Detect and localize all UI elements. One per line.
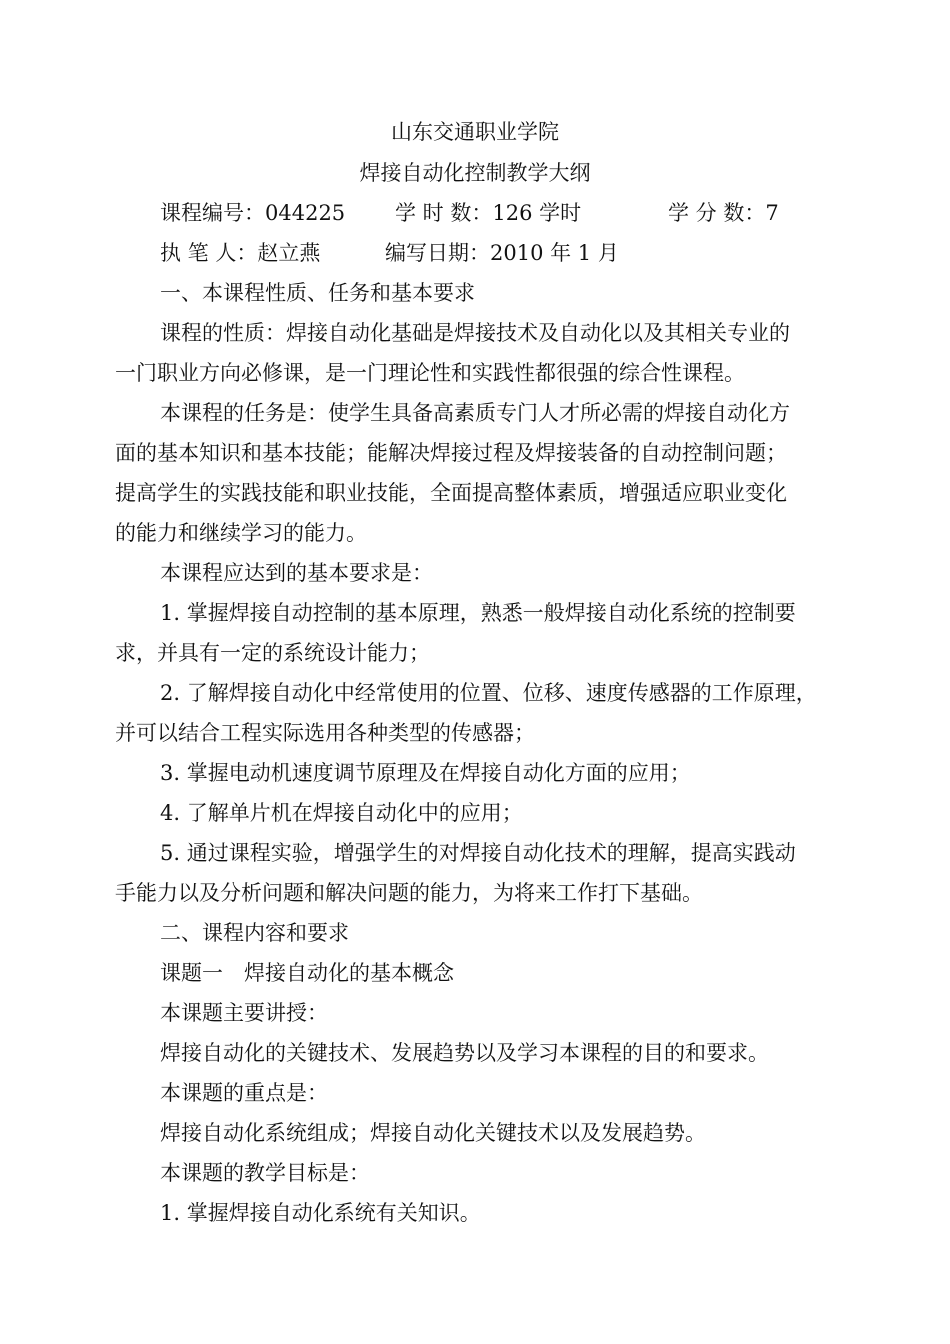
requirement-item: 4. 了解单片机在焊接自动化中的应用； <box>160 801 523 825</box>
course-credits: 学 分 数：7 <box>668 201 779 225</box>
key-points-content: 焊接自动化系统组成；焊接自动化关键技术以及发展趋势。 <box>160 1121 706 1145</box>
requirement-item: 3. 掌握电动机速度调节原理及在焊接自动化方面的应用； <box>160 761 691 785</box>
task-paragraph-line: 的能力和继续学习的能力。 <box>115 521 367 545</box>
requirement-item: 2. 了解焊接自动化中经常使用的位置、位移、速度传感器的工作原理， <box>160 681 817 705</box>
requirement-item: 手能力以及分析问题和解决问题的能力，为将来工作打下基础。 <box>115 881 703 905</box>
requirement-item: 并可以结合工程实际选用各种类型的传感器； <box>115 721 535 745</box>
goal-item: 1. 掌握焊接自动化系统有关知识。 <box>160 1201 481 1225</box>
document-title: 焊接自动化控制教学大纲 <box>359 161 591 185</box>
requirements-intro: 本课程应达到的基本要求是： <box>160 561 433 585</box>
goals-intro: 本课题的教学目标是： <box>160 1161 370 1185</box>
task-paragraph-line: 提高学生的实践技能和职业技能，全面提高整体素质，增强适应职业变化 <box>115 481 787 505</box>
task-paragraph-line: 面的基本知识和基本技能；能解决焊接过程及焊接装备的自动控制问题； <box>115 441 787 465</box>
key-points-intro: 本课题的重点是： <box>160 1081 328 1105</box>
nature-paragraph-line: 课程的性质：焊接自动化基础是焊接技术及自动化以及其相关专业的 <box>160 321 790 345</box>
course-code: 课程编号：044225 <box>160 201 346 225</box>
author: 执 笔 人：赵立燕 <box>160 241 321 265</box>
write-date: 编写日期：2010 年 1 月 <box>385 241 619 265</box>
topic-heading: 课题一 焊接自动化的基本概念 <box>160 961 454 985</box>
requirement-item: 5. 通过课程实验，增强学生的对焊接自动化技术的理解，提高实践动 <box>160 841 796 865</box>
task-paragraph-line: 本课程的任务是：使学生具备高素质专门人才所必需的焊接自动化方 <box>160 401 790 425</box>
section1-heading: 一、本课程性质、任务和基本要求 <box>160 281 475 305</box>
requirement-item: 求，并具有一定的系统设计能力； <box>115 641 430 665</box>
requirement-item: 1. 掌握焊接自动控制的基本原理，熟悉一般焊接自动化系统的控制要 <box>160 601 796 625</box>
section2-heading: 二、课程内容和要求 <box>160 921 349 945</box>
teach-content: 焊接自动化的关键技术、发展趋势以及学习本课程的目的和要求。 <box>160 1041 769 1065</box>
teach-intro: 本课题主要讲授： <box>160 1001 328 1025</box>
school-name: 山东交通职业学院 <box>391 120 559 144</box>
course-hours: 学 时 数：126 学时 <box>395 201 582 225</box>
nature-paragraph-line: 一门职业方向必修课，是一门理论性和实践性都很强的综合性课程。 <box>115 361 745 385</box>
